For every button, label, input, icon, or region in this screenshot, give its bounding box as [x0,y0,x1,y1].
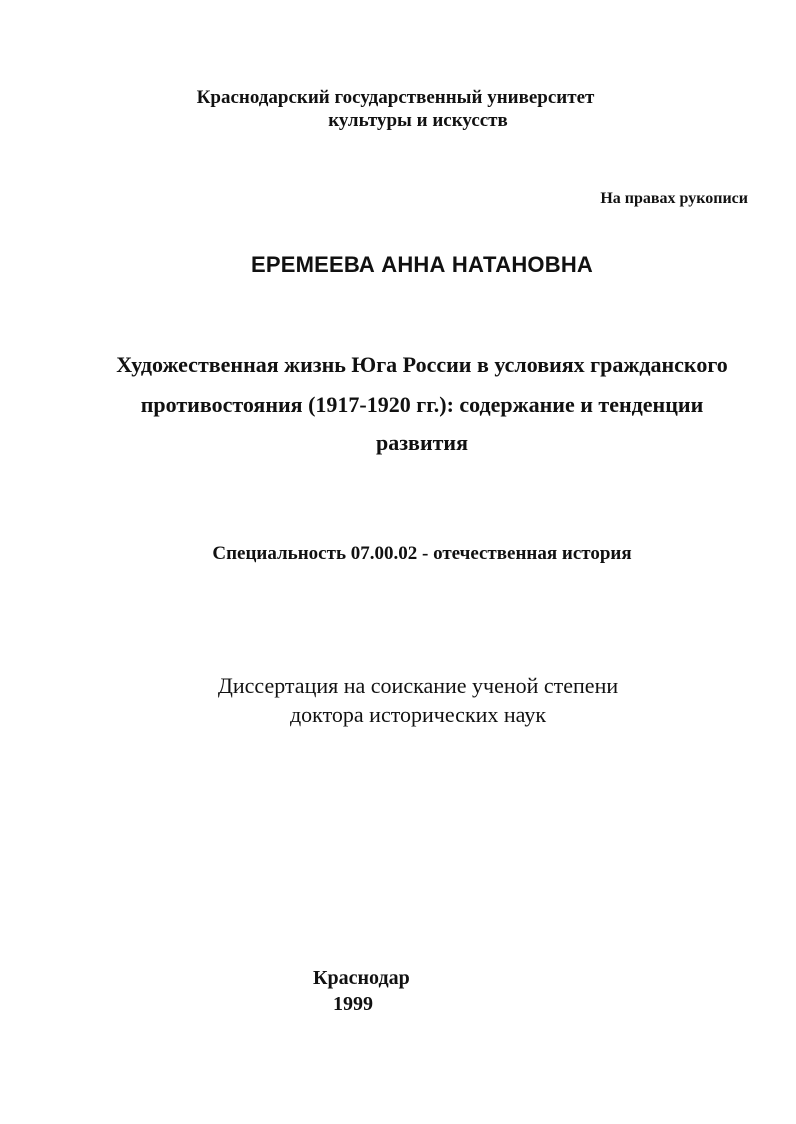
dissertation-title-line-1: Художественная жизнь Юга России в условиях гражданского [116,352,728,377]
specialty-line: Специальность 07.00.02 - отечественная история [212,543,632,564]
city-name: Краснодар [313,967,410,989]
institution-line-1-text: Краснодарский государственный университет [196,87,595,108]
institution-line-1 [0,87,796,109]
degree-line-1: Диссертация на соискание ученой степени [217,673,619,698]
year: 1999 [333,993,373,1015]
institution-line-2: культуры и искусств [328,110,508,131]
degree-line-2: доктора исторических наук [289,702,547,727]
dissertation-title-line-2: противостояния (1917-1920 гг.): содержание и тенденции [140,392,704,417]
author-name: ЕРЕМЕЕВА АННА НАТАНОВНА [250,252,594,277]
rights-note: На правах рукописи [600,190,748,207]
dissertation-title-line-3: развития [375,430,469,455]
